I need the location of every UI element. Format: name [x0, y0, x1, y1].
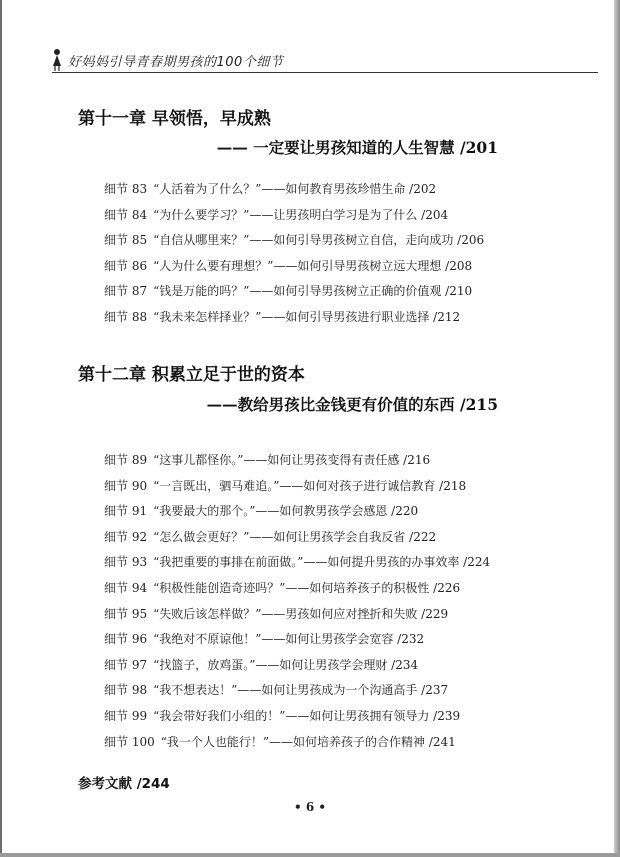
book-title: 好妈妈引导青春期男孩的100个细节 — [68, 54, 284, 70]
toc-entry[interactable]: 细节 90 “一言既出，驷马难追。”——如何对孩子进行诚信教育 /218 — [104, 478, 467, 493]
toc-entry[interactable]: 细节 86 “人为什么要有理想？”——如何引导男孩树立远大理想 /208 — [104, 258, 473, 273]
chapter-11-title: 第十一章 早领悟，早成熟 — [78, 109, 271, 129]
toc-entry[interactable]: 细节 98 “我不想表达！”——如何让男孩成为一个沟通高手 /237 — [104, 683, 449, 698]
chapter-12-subtitle: ——教给男孩比金钱更有价值的东西 /215 — [206, 395, 498, 414]
toc-entry[interactable]: 细节 95 “失败后该怎样做？”——男孩如何应对挫折和失败 /229 — [104, 606, 449, 621]
toc-entry[interactable]: 细节 89 “这事儿都怪你。”——如何让男孩变得有责任感 /216 — [104, 453, 431, 467]
page-number: • 6 • — [293, 800, 327, 814]
chapter-12-title: 第十二章 积累立足于世的资本 — [78, 365, 305, 385]
toc-entry[interactable]: 细节 83 “人活着为了什么？”——如何教育男孩珍惜生命 /202 — [104, 182, 437, 196]
chapter-11-subtitle: —— 一定要让男孩知道的人生智慧 /201 — [216, 138, 498, 157]
toc-entry[interactable]: 细节 93 “我把重要的事排在前面做。”——如何提升男孩的办事效率 /224 — [104, 555, 491, 570]
toc-entry[interactable]: 细节 87 “钱是万能的吗？”——如何引导男孩树立正确的价值观 /210 — [104, 284, 473, 299]
toc-entry[interactable]: 细节 100 “我一个人也能行！”——如何培养孩子的合作精神 /241 — [104, 734, 456, 749]
toc-entry[interactable]: 细节 92 “怎么做会更好？”——如何让男孩学会自我反省 /222 — [104, 529, 437, 544]
toc-entry[interactable]: 细节 97 “找篮子，放鸡蛋。”——如何让男孩学会理财 /234 — [104, 657, 419, 672]
mother-figure-icon — [50, 48, 64, 72]
page-edge-bottom — [0, 853, 620, 857]
chapter-12-sections — [104, 448, 490, 755]
header-rule — [52, 72, 598, 73]
page-edge-left — [0, 0, 2, 857]
toc-entry[interactable]: 细节 88 “我未来怎样择业？”——如何引导男孩进行职业选择 /212 — [104, 309, 461, 324]
toc-entry[interactable]: 细节 85 “自信从哪里来？”——如何引导男孩树立自信，走向成功 /206 — [104, 233, 485, 248]
page-edge-right — [614, 0, 620, 857]
chapter-11-sections — [104, 177, 484, 331]
toc-entry[interactable]: 细节 94 “积极性能创造奇迹吗？”——如何培养孩子的积极性 /226 — [104, 580, 461, 595]
toc-entry[interactable]: 细节 84 “为什么要学习？”——让男孩明白学习是为了什么 /204 — [104, 207, 449, 222]
toc-entry[interactable]: 细节 91 “我要最大的那个。”——如何教男孩学会感恩 /220 — [104, 504, 419, 519]
running-header — [50, 48, 283, 72]
toc-entry[interactable]: 细节 99 “我会带好我们小组的！”——如何让男孩拥有领导力 /239 — [104, 708, 461, 723]
toc-entry[interactable]: 细节 96 “我绝对不原谅他！”——如何让男孩学会宽容 /232 — [104, 632, 425, 647]
references-entry[interactable]: 参考文献 /244 — [78, 776, 170, 792]
